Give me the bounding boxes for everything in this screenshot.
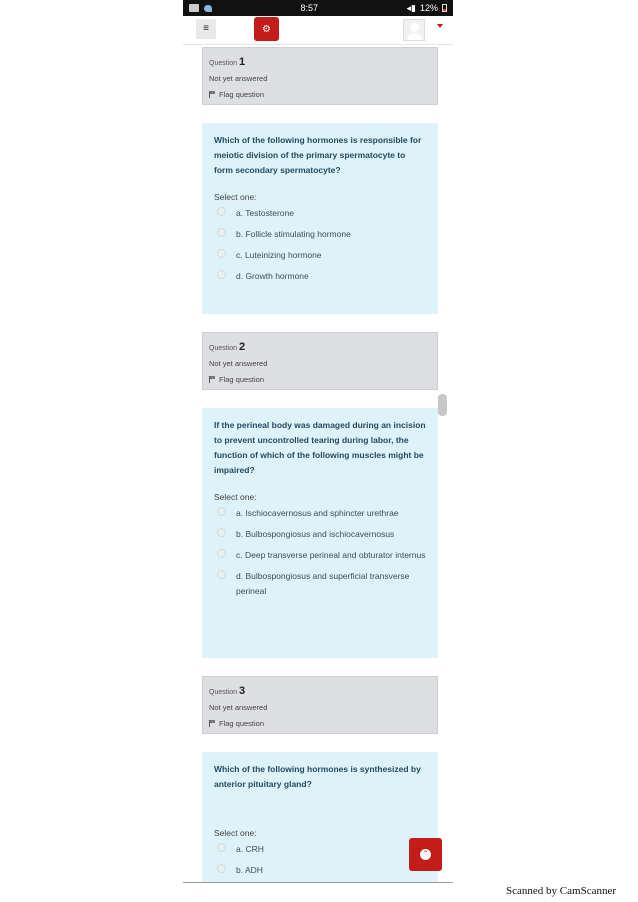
question-body bbox=[202, 752, 438, 882]
flag-question-link[interactable]: Flag question bbox=[209, 719, 431, 728]
flag-question-link[interactable]: Flag question bbox=[209, 90, 431, 99]
back-to-top-button[interactable] bbox=[409, 838, 442, 871]
answer-option[interactable]: a. Ischiocavernosus and sphincter urethrae bbox=[214, 506, 426, 521]
flag-icon bbox=[209, 720, 216, 727]
answer-option[interactable]: d. Bulbospongiosus and superficial transverse perineal bbox=[214, 569, 426, 599]
gears-icon: ⚙ bbox=[262, 23, 271, 35]
answer-option[interactable]: d. Growth hormone bbox=[214, 269, 426, 284]
radio-button[interactable] bbox=[217, 549, 226, 558]
radio-button[interactable] bbox=[217, 507, 226, 516]
select-one-label: Select one: bbox=[214, 828, 257, 838]
answer-option[interactable]: b. Bulbospongiosus and ischiocavernosus bbox=[214, 527, 426, 542]
answer-option[interactable]: c. Luteinizing hormone bbox=[214, 248, 426, 263]
question-body bbox=[202, 408, 438, 658]
radio-button[interactable] bbox=[217, 207, 226, 216]
answer-list bbox=[214, 506, 426, 599]
chevron-up-icon: ˆ bbox=[420, 849, 431, 860]
question-text: If the perineal body was damaged during an incision to prevent uncontrolled tearing during labor, the function of which of the following muscles might be impaired? bbox=[214, 420, 426, 475]
question-number: 3 bbox=[239, 685, 246, 697]
question-label: Question bbox=[209, 689, 238, 696]
question-label: Question bbox=[209, 60, 238, 67]
question-text: Which of the following hormones is synthesized by anterior pituitary gland? bbox=[214, 764, 421, 789]
answer-list bbox=[214, 842, 426, 878]
radio-button[interactable] bbox=[217, 570, 226, 579]
question-body bbox=[202, 123, 438, 314]
question-state: Not yet answered bbox=[209, 359, 268, 368]
scanner-watermark: Scanned by CamScanner bbox=[506, 885, 616, 897]
question-text: Which of the following hormones is responsible for meiotic division of the primary spermatocyte to form secondary spermatocyte? bbox=[214, 135, 422, 175]
radio-button[interactable] bbox=[217, 528, 226, 537]
question-info bbox=[202, 332, 438, 390]
answer-option[interactable]: a. Testosterone bbox=[214, 206, 426, 221]
answer-option[interactable]: a. CRH bbox=[214, 842, 426, 857]
status-bar bbox=[183, 0, 453, 16]
radio-button[interactable] bbox=[217, 249, 226, 258]
question-info bbox=[202, 47, 438, 105]
hamburger-menu-button[interactable] bbox=[196, 19, 216, 39]
divider bbox=[183, 882, 453, 883]
radio-button[interactable] bbox=[217, 864, 226, 873]
radio-button[interactable] bbox=[217, 270, 226, 279]
answer-list bbox=[214, 206, 426, 284]
radio-button[interactable] bbox=[217, 228, 226, 237]
select-one-label: Select one: bbox=[214, 192, 257, 202]
hamburger-icon: ≡ bbox=[203, 23, 209, 34]
gallery-icon bbox=[189, 4, 199, 12]
battery-level: 12% bbox=[419, 3, 438, 13]
question-label: Question bbox=[209, 345, 238, 352]
app-bar bbox=[183, 16, 453, 45]
flag-icon bbox=[209, 91, 216, 98]
twitter-icon bbox=[204, 5, 212, 12]
question-number: 2 bbox=[239, 341, 246, 353]
status-time: 8:57 bbox=[300, 3, 319, 13]
question-state: Not yet answered bbox=[209, 703, 268, 712]
scrollbar-handle[interactable] bbox=[438, 394, 447, 416]
select-one-label: Select one: bbox=[214, 492, 257, 502]
user-menu-caret-icon[interactable] bbox=[437, 24, 443, 28]
quiz-navigation-button[interactable] bbox=[254, 17, 279, 41]
flag-question-link[interactable]: Flag question bbox=[209, 375, 431, 384]
answer-option[interactable]: c. Deep transverse perineal and obturator internus bbox=[214, 548, 426, 563]
radio-button[interactable] bbox=[217, 843, 226, 852]
phone-screen bbox=[183, 0, 453, 882]
answer-option[interactable]: b. ADH bbox=[214, 863, 426, 878]
question-number: 1 bbox=[239, 56, 246, 68]
battery-icon bbox=[442, 4, 447, 12]
quiz-content bbox=[202, 44, 440, 882]
flag-icon bbox=[209, 376, 216, 383]
question-info bbox=[202, 676, 438, 734]
user-avatar[interactable] bbox=[403, 19, 425, 41]
answer-option[interactable]: b. Follicle stimulating hormone bbox=[214, 227, 426, 242]
signal-icon: ◂▮ bbox=[406, 2, 416, 13]
question-state: Not yet answered bbox=[209, 74, 268, 83]
